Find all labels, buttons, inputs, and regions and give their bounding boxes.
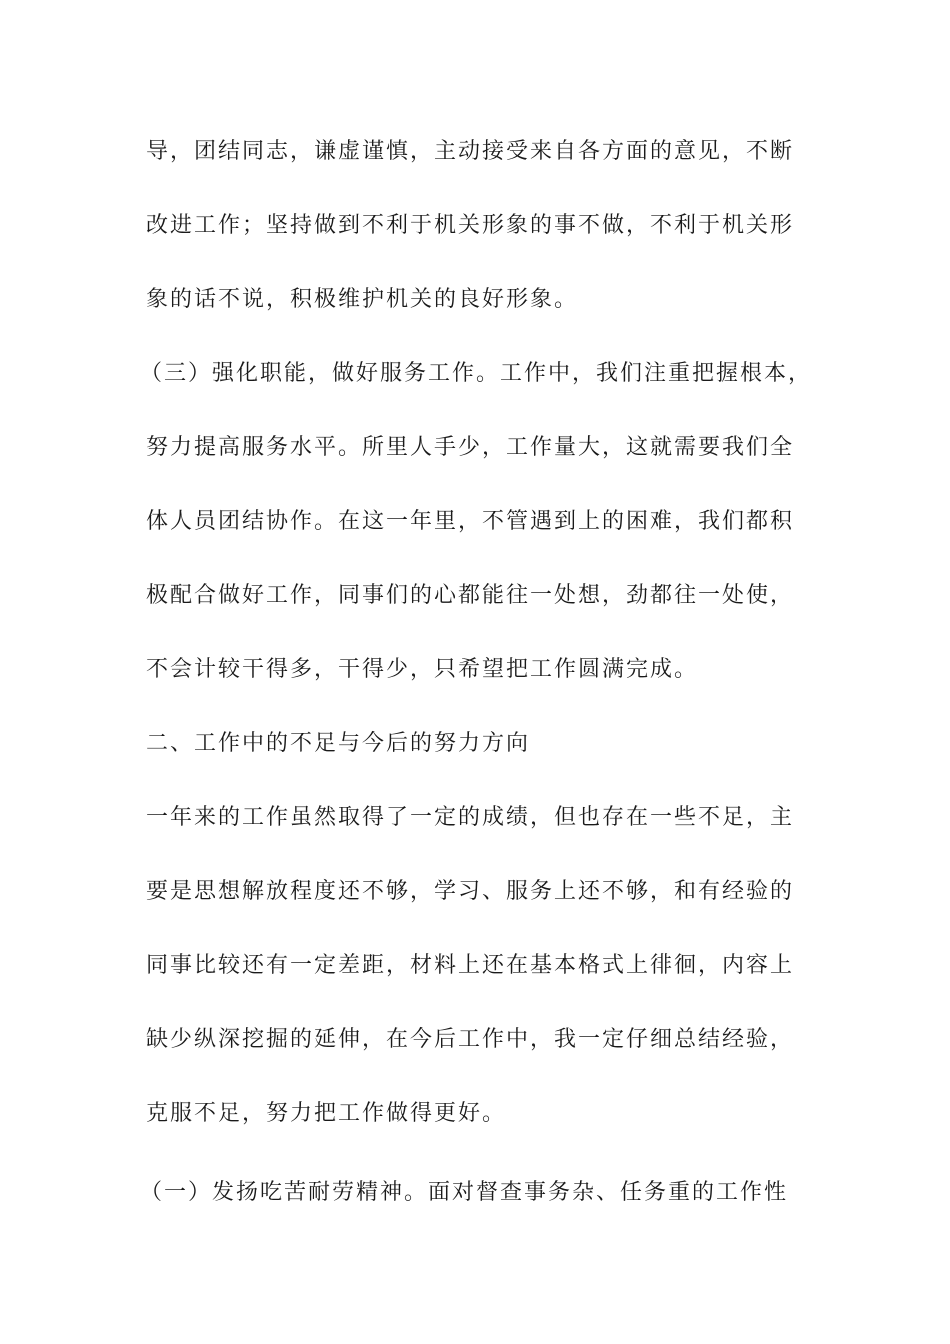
body-text-line: 缺少纵深挖掘的延伸，在今后工作中，我一定仔细总结经验， <box>146 1027 795 1052</box>
section-heading: 二、工作中的不足与今后的努力方向 <box>146 731 531 756</box>
body-text-line: 导，团结同志，谦虚谨慎，主动接受来自各方面的意见，不断 <box>146 139 795 164</box>
body-text-line: 不会计较干得多，干得少，只希望把工作圆满完成。 <box>146 657 699 682</box>
body-text-line: 克服不足，努力把工作做得更好。 <box>146 1101 507 1126</box>
body-text-line: 同事比较还有一定差距，材料上还在基本格式上徘徊，内容上 <box>146 953 795 978</box>
body-text-line: 体人员团结协作。在这一年里，不管遇到上的困难，我们都积 <box>146 509 795 534</box>
body-text-line: 要是思想解放程度还不够，学习、服务上还不够，和有经验的 <box>146 879 795 904</box>
subsection-heading-line: （一）发扬吃苦耐劳精神。面对督查事务杂、任务重的工作性 <box>140 1180 789 1205</box>
body-text-line: 努力提高服务水平。所里人手少，工作量大，这就需要我们全 <box>146 435 795 460</box>
body-text-line: 象的话不说，积极维护机关的良好形象。 <box>146 287 579 312</box>
body-text-line: 一年来的工作虽然取得了一定的成绩，但也存在一些不足，主 <box>146 805 795 830</box>
body-text-line: 改进工作；坚持做到不利于机关形象的事不做，不利于机关形 <box>146 213 795 238</box>
subsection-heading-line: （三）强化职能，做好服务工作。工作中，我们注重把握根本， <box>140 361 813 386</box>
body-text-line: 极配合做好工作，同事们的心都能往一处想，劲都往一处使， <box>146 583 795 608</box>
